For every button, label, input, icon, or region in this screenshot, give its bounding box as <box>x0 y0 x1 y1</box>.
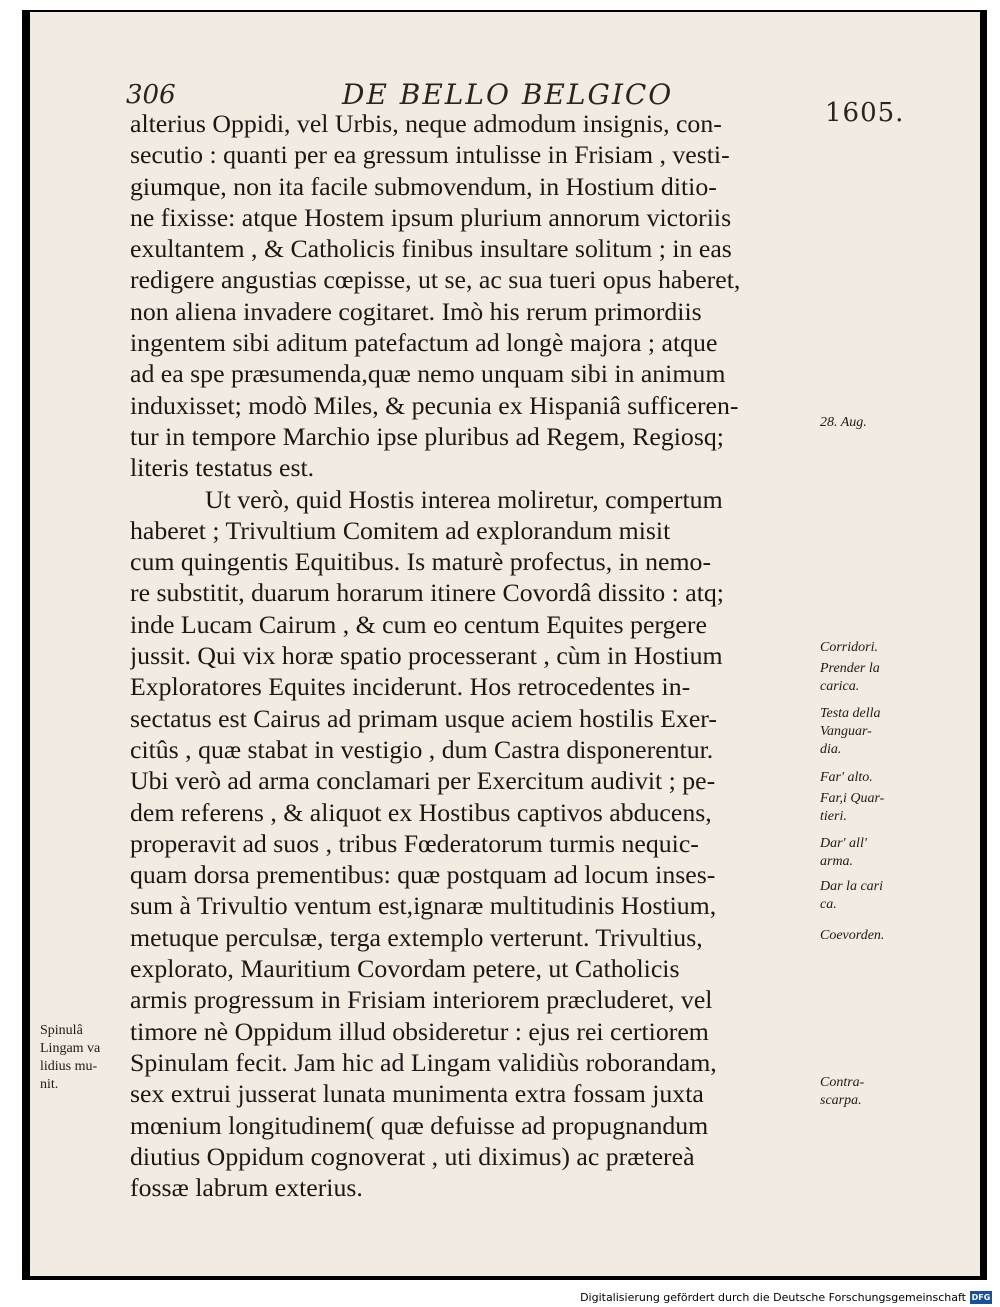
margin-note-prender: Prender la carica. <box>820 661 880 694</box>
margin-note-contrascarpa: Contra- scarpa. <box>820 1075 865 1108</box>
text-line: sum à Trivultio ventum est,ignaræ multitudinis Hostium, <box>130 891 717 921</box>
text-line: induxisset; modò Miles, & pecunia ex Hispaniâ sufficeren- <box>130 390 739 420</box>
text-line-paragraph-start: Ut verò, quid Hostis interea moliretur, compertum <box>205 484 723 514</box>
book-page <box>30 12 980 1276</box>
text-line: ad ea spe præsumenda,quæ nemo unquam sibi in animum <box>130 359 726 389</box>
year-marginal: 1605. <box>825 98 905 128</box>
main-text <box>130 108 830 1203</box>
text-line: sectatus est Cairus ad primam usque aciem hostilis Exer- <box>130 703 717 733</box>
text-line: inde Lucam Cairum , & cum eo centum Equites pergere <box>130 609 707 639</box>
text-line: Spinulam fecit. Jam hic ad Lingam validiùs roborandam, <box>130 1047 717 1077</box>
text-line: Ubi verò ad arma conclamari per Exercitum audivit ; pe- <box>130 766 716 796</box>
text-line: dem referens , & aliquot ex Hostibus captivos abducens, <box>130 797 712 827</box>
dfg-logo-icon: DFG <box>971 1293 991 1302</box>
margin-note-spinula: Spinulâ Lingam va lidius mu- nit. <box>40 1023 101 1092</box>
footer-bar <box>0 1289 1000 1307</box>
text-line: alterius Oppidi, vel Urbis, neque admodum insignis, con- <box>130 109 722 138</box>
text-line: diutius Oppidum cognoverat , uti diximus) ac prætereà <box>130 1141 695 1171</box>
margin-note-corridori: Corridori. <box>820 640 878 655</box>
text-line: ingentem sibi aditum patefactum ad longè majora ; atque <box>130 328 718 358</box>
text-line: redigere angustias cœpisse, ut se, ac sua tueri opus haberet, <box>130 265 741 295</box>
text-line: metuque perculsæ, terga extemplo verterunt. Trivultius, <box>130 922 703 952</box>
margin-note-coevorden: Coevorden. <box>820 928 885 943</box>
text-line: haberet ; Trivultium Comitem ad explorandum misit <box>130 515 671 545</box>
text-line: secutio : quanti per ea gressum intulisse in Frisiam , vesti- <box>130 140 730 170</box>
text-line: non aliena invadere cogitaret. Imò his rerum primordiis <box>130 296 702 326</box>
running-title: DE BELLO BELGICO <box>342 78 674 111</box>
text-line: armis progressum in Frisiam interiorem præcluderet, vel <box>130 985 713 1015</box>
funding-notice: Digitalisierung gefördert durch die Deutsche Forschungsgemeinschaft <box>580 1291 966 1304</box>
text-line: timore nè Oppidum illud obsideretur : ejus rei certiorem <box>130 1016 709 1046</box>
text-line: properavit ad suos , tribus Fœderatorum turmis nequic- <box>130 828 699 858</box>
text-line: sex extrui jusserat lunata munimenta extra fossam juxta <box>130 1079 704 1109</box>
text-line: tur in tempore Marchio ipse pluribus ad Regem, Regiosq; <box>130 421 724 451</box>
text-line: fossæ labrum exterius. <box>130 1173 363 1203</box>
page-number: 306 <box>126 80 176 110</box>
margin-note-quartieri: Far,i Quar- tieri. <box>820 791 885 824</box>
text-line: literis testatus est. <box>130 453 315 483</box>
text-line: giumque, non ita facile submovendum, in Hostium ditio- <box>130 171 717 201</box>
text-line: quam dorsa prementibus: quæ postquam ad locum inses- <box>130 860 716 890</box>
text-line: jussit. Qui vix horæ spatio processerant , cùm in Hostium <box>130 641 723 671</box>
text-line: exultantem , & Catholicis finibus insultare solitum ; in eas <box>130 234 732 264</box>
text-line: cum quingentis Equitibus. Is maturè profectus, in nemo- <box>130 547 712 577</box>
margin-note-testa: Testa della Vanguar- dia. <box>820 706 881 757</box>
text-line: explorato, Mauritium Covordam petere, ut Catholicis <box>130 954 680 984</box>
text-line: ne fixisse: atque Hostem ipsum plurium annorum victoriis <box>130 202 732 232</box>
text-line: re substitit, duarum horarum itinere Covordâ dissito : atq; <box>130 578 724 608</box>
margin-note-dar-carica: Dar la cari ca. <box>820 879 883 912</box>
text-line: citûs , quæ stabat in vestigio , dum Castra disponerentur. <box>130 734 714 764</box>
margin-note-date: 28. Aug. <box>820 415 867 430</box>
text-line: Exploratores Equites inciderunt. Hos retrocedentes in- <box>130 672 691 702</box>
margin-note-dar-arma: Dar' all' arma. <box>820 836 867 869</box>
margin-note-far-alto: Far' alto. <box>820 770 873 785</box>
text-line: mœnium longitudinem( quæ defuisse ad propugnandum <box>130 1110 709 1140</box>
